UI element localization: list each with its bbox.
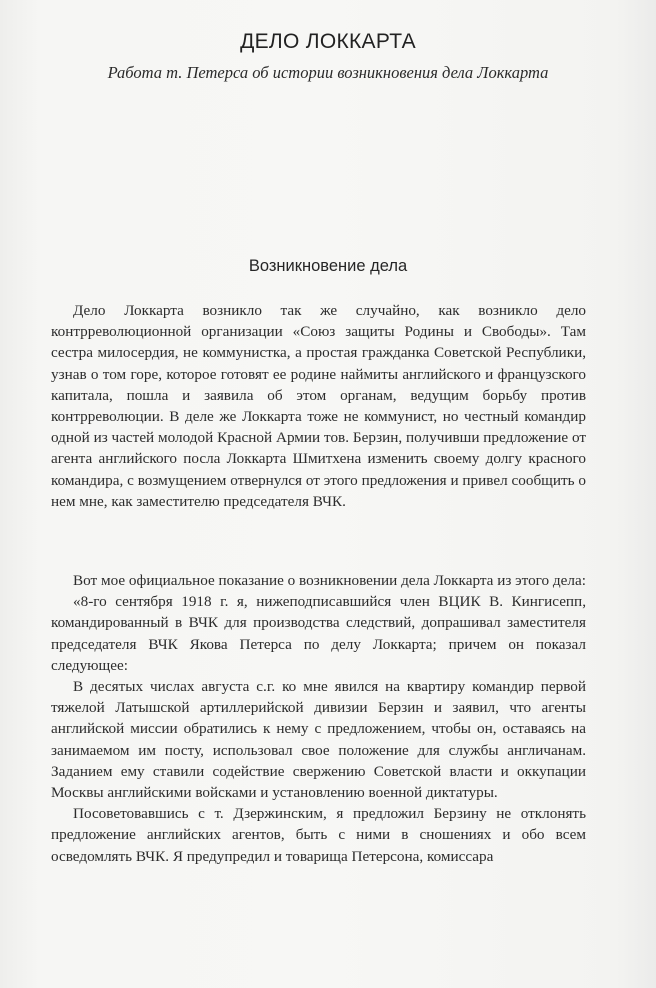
chapter-subtitle: Работа т. Петерса об истории возникновения дела Локкарта: [107, 63, 549, 82]
paragraph: В десятых числах августа с.г. ко мне явился на квартиру командир первой тяжелой Латышской артиллерийской дивизии Берзин и заявил, что агенты английской миссии обратились к нему с предложением, чтобы он, оставаясь на занимаемом им посту, использовал свое положение для службы англичанам. Заданием ему ставили содействие свержению Советской власти и оккупации Москвы английскими войсками и установлению военной диктатуры.: [51, 678, 586, 802]
text-block-intro: [51, 300, 586, 512]
text-block-testimony: [51, 570, 586, 867]
paragraph: Посоветовавшись с т. Дзержинским, я предложил Берзину не отклонять предложение английских агентов, быть с ними в сношениях и обо всем осведомлять ВЧК. Я предупредил и товарища Петерсона, комиссара: [51, 805, 586, 865]
paragraph: «8-го сентября 1918 г. я, нижеподписавшийся член ВЦИК В. Кингисепп, командированный в ВЧК для производства следствий, допрашивал заместителя председателя ВЧК Якова Петерса по делу Локкарта; причем он показал следующее:: [51, 593, 586, 674]
paragraph: Дело Локкарта возникло так же случайно, как возникло дело контрреволюционной организации «Союз защиты Родины и Свободы». Там сестра милосердия, не коммунистка, а простая гражданка Советской Республики, узнав о том горе, которое готовят ее родине наймиты английского и французского капитала, пошла и заявила об этом органам, ведущим борьбу против контрреволюции. В деле же Локкарта тоже не коммунист, но честный командир одной из частей молодой Красной Армии тов. Берзин, получивши предложение от агента английского посла Локкарта Шмитхена изменить своему долгу красного командира, с возмущением отвернулся от этого предложения и привел сообщить о нем мне, как заместителю председателя ВЧК.: [51, 302, 586, 510]
section-heading: Возникновение дела: [248, 257, 408, 275]
chapter-title: ДЕЛО ЛОККАРТА: [240, 30, 416, 53]
paragraph: Вот мое официальное показание о возникновении дела Локкарта из этого дела:: [73, 572, 586, 589]
